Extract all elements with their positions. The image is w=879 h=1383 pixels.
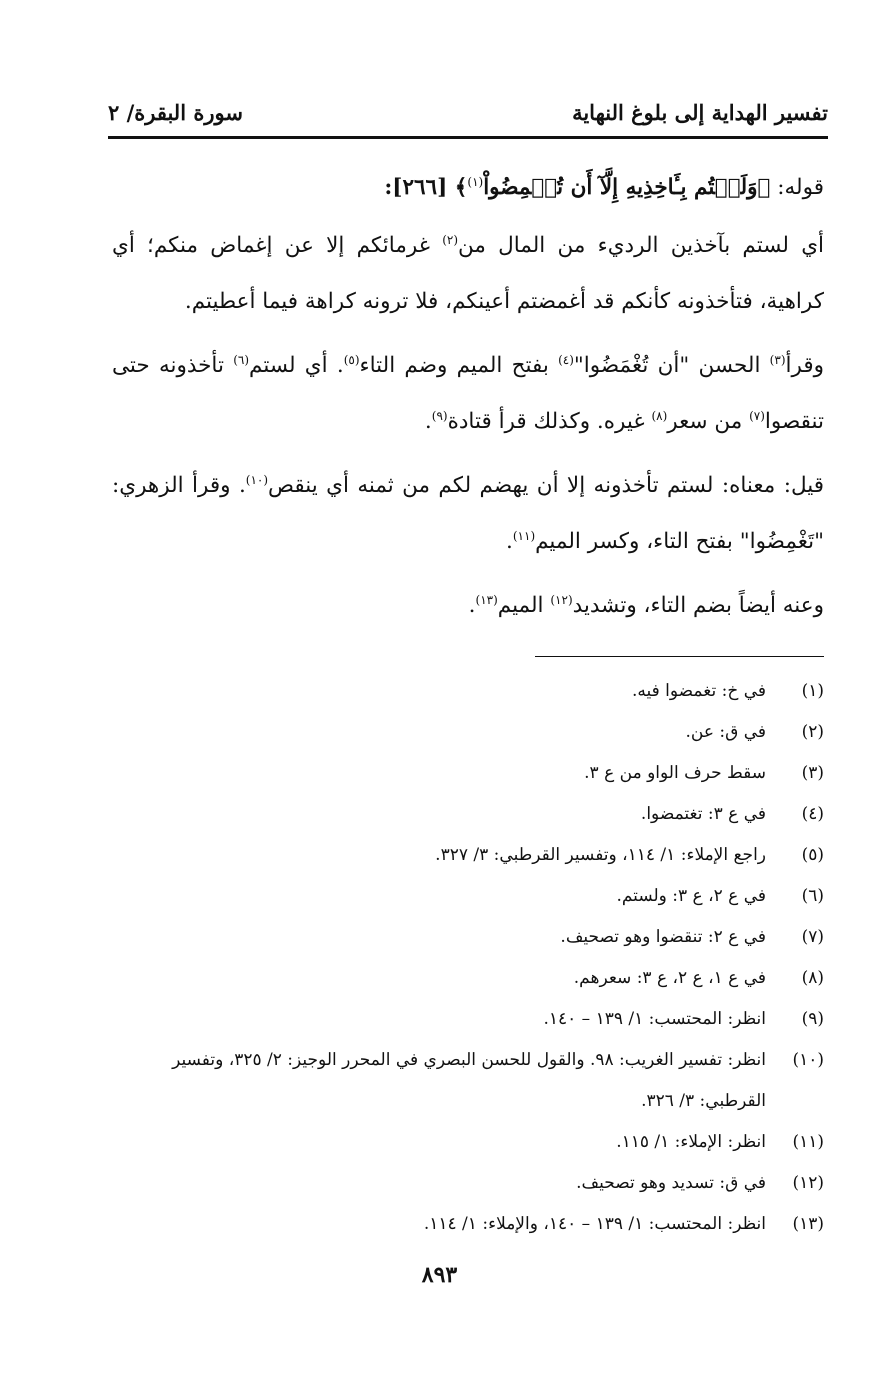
footnote-mark: (٣): [769, 352, 786, 367]
commentary-paragraph: [112, 458, 824, 570]
footnote-number: (١٢): [792, 1173, 824, 1193]
surah-label: سورة البقرة/ ٢: [108, 100, 243, 125]
footnote-separator: [535, 656, 824, 657]
footnote-number: (٧): [801, 927, 824, 947]
text-run: غيره. وكذلك قرأ قتادة: [447, 409, 652, 434]
book-title: تفسير الهداية إلى بلوغ النهاية: [572, 100, 828, 125]
footnote-number: (٢): [801, 722, 824, 742]
footnote-text: في ع ٢، ع ٣: ولستم.: [616, 886, 766, 906]
footnote-text: انظر: المحتسب: ١/ ١٣٩ – ١٤٠، والإملاء: ١/ ١١٤.: [423, 1214, 766, 1234]
footnotes-list: [112, 671, 824, 1245]
text-run: أي لستم بآخذين الرديء من المال من: [458, 233, 824, 258]
footnote-item: [112, 835, 824, 876]
footnote-number: (٩): [801, 1009, 824, 1029]
footnote-number: (١١): [792, 1132, 824, 1152]
footnote-item: [112, 999, 824, 1040]
footnote-number: (١٣): [792, 1214, 824, 1234]
footnote-text: في ع ١، ع ٢، ع ٣: سعرهم.: [573, 968, 766, 988]
text-run: قيل: معناه: لستم تأخذونه إلا أن يهضم لكم من ثمنه أي ينقص: [268, 473, 824, 498]
verse-intro: قوله:: [770, 175, 824, 200]
footnote-item: [112, 1122, 824, 1163]
text-run: .: [506, 529, 513, 554]
text-run: . أي لستم: [249, 353, 344, 378]
footnote-item: [112, 917, 824, 958]
footnote-mark: (٥): [343, 352, 360, 367]
text-run: غرمائكم إلا عن إغماض منكم؛ أي كراهية، فتأخذونه كأنكم قد أغمضتم أعينكم، فلا ترونه كراهة فيما أعطيتم.: [112, 233, 824, 314]
footnote-mark: (٤): [558, 352, 574, 367]
footnote-text: في ق: عن.: [685, 722, 766, 742]
footnote-mark: (١١): [512, 528, 536, 543]
running-header: [108, 96, 828, 139]
footnote-item: [112, 1204, 824, 1245]
text-run: . وقرأ الزهري: "تَغْمِضُوا" بفتح التاء، وكسر الميم: [112, 473, 824, 554]
footnote-mark: (١٠): [245, 472, 269, 487]
footnote-mark: (١٣): [475, 592, 498, 607]
footnote-mark: (٩): [431, 408, 448, 423]
footnote-text: انظر: الإملاء: ١/ ١١٥.: [616, 1132, 766, 1152]
footnote-item: [112, 794, 824, 835]
footnote-item: [112, 958, 824, 999]
footnote-mark: (٦): [233, 352, 250, 367]
footnote-text: راجع الإملاء: ١/ ١١٤، وتفسير القرطبي: ٣/ ٣٢٧.: [435, 845, 766, 865]
footnote-text: سقط حرف الواو من ع ٣.: [584, 763, 766, 783]
footnote-text: انظر: تفسير الغريب: ٩٨. والقول للحسن البصري في المحرر الوجيز: ٢/ ٣٢٥، وتفسير القرطبي: ٣/ ٣٢٦.: [172, 1050, 766, 1111]
footnote-number: (٣): [801, 763, 824, 783]
footnote-number: (١٠): [792, 1050, 824, 1070]
main-text: [112, 160, 824, 642]
text-run: من سعر: [667, 409, 750, 434]
text-run: وقرأ: [785, 353, 824, 378]
footnote-text: في خ: تغمضوا فيه.: [632, 681, 766, 701]
quran-verse: ﴿وَلَسۡتُم بِـَٔاخِذِيهِ إِلَّآ أَن تُغۡمِضُواْ: [483, 175, 771, 200]
footnote-item: [112, 753, 824, 794]
footnote-number: (٥): [801, 845, 824, 865]
footnote-item: [112, 1163, 824, 1204]
footnote-mark: (١٢): [550, 592, 573, 607]
commentary-paragraph: [112, 578, 824, 634]
text-run: بفتح الميم وضم التاء: [359, 353, 559, 378]
footnote-number: (١): [801, 681, 824, 701]
footnote-item: [112, 712, 824, 753]
footnote-text: في ق: تسديد وهو تصحيف.: [576, 1173, 766, 1193]
text-run: الحسن "أن تُغْمَضُوا": [573, 353, 770, 378]
text-run: .: [468, 593, 476, 618]
verse-reference: ﴾ [٢٦٦]:: [384, 175, 468, 200]
footnote-mark: (١): [467, 174, 484, 189]
footnote-item: [112, 876, 824, 917]
commentary-paragraph: [112, 218, 824, 330]
footnote-mark: (٢): [442, 232, 459, 247]
verse-paragraph: [112, 160, 824, 216]
text-run: تأخذونه حتى تنقصوا: [112, 353, 824, 434]
text-run: وعنه أيضاً بضم التاء، وتشديد: [572, 593, 824, 618]
footnote-text: في ع ٣: تغتمضوا.: [640, 804, 766, 824]
footnote-mark: (٨): [651, 408, 668, 423]
footnote-item: [112, 1040, 824, 1122]
footnote-text: انظر: المحتسب: ١/ ١٣٩ – ١٤٠.: [543, 1009, 766, 1029]
commentary-paragraph: [112, 338, 824, 450]
text-run: .: [424, 409, 432, 434]
page-number: ٨٩٣: [421, 1262, 458, 1288]
footnote-number: (٨): [801, 968, 824, 988]
text-run: الميم: [497, 593, 551, 618]
footnote-number: (٦): [801, 886, 824, 906]
footnote-mark: (٧): [749, 408, 765, 423]
footnote-item: [112, 671, 824, 712]
footnote-number: (٤): [801, 804, 824, 824]
footnote-text: في ع ٢: تنقضوا وهو تصحيف.: [560, 927, 766, 947]
